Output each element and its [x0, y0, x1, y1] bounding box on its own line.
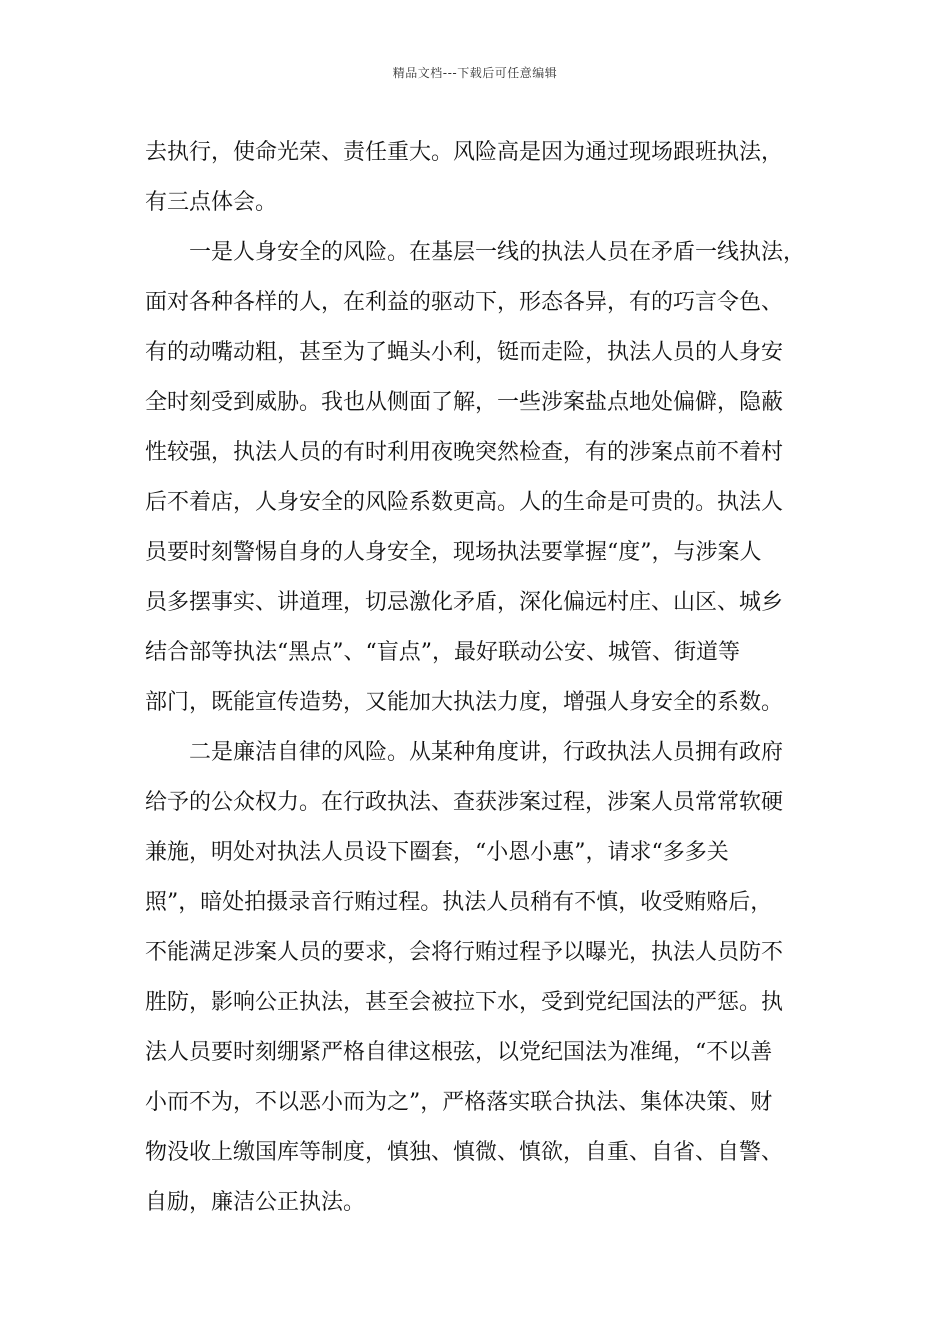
paragraph-start-line: 二是廉洁自律的风险。从某种角度讲，行政执法人员拥有政府 [189, 740, 784, 765]
text-line: 员要时刻警惕自身的人身安全，现场执法要掌握“度”，与涉案人 [145, 540, 762, 565]
text-line: 照”，暗处拍摄录音行贿过程。执法人员稍有不慎，收受贿赂后， [145, 890, 773, 915]
text-line: 性较强，执法人员的有时利用夜晚突然检查，有的涉案点前不着村 [145, 440, 784, 465]
text-line: 部门，既能宣传造势，又能加大执法力度，增强人身安全的系数。 [145, 690, 784, 715]
document-body [145, 128, 835, 1228]
text-line: 小而不为，不以恶小而为之”，严格落实联合执法、集体决策、财 [145, 1090, 773, 1115]
text-line: 不能满足涉案人员的要求，会将行贿过程予以曝光，执法人员防不 [145, 940, 784, 965]
text-line: 去执行，使命光荣、责任重大。风险高是因为通过现场跟班执法， [145, 140, 784, 165]
text-line: 胜防，影响公正执法，甚至会被拉下水，受到党纪国法的严惩。执 [145, 990, 784, 1015]
page-header: 精品文档---下载后可任意编辑 [392, 66, 558, 80]
text-line: 物没收上缴国库等制度，慎独、慎微、慎欲，自重、自省、自警、 [145, 1140, 784, 1165]
text-line: 有三点体会。 [145, 190, 278, 215]
text-line: 后不着店，人身安全的风险系数更高。人的生命是可贵的。执法人 [145, 490, 784, 515]
paragraph-start-line: 一是人身安全的风险。在基层一线的执法人员在矛盾一线执法， [189, 240, 806, 265]
text-line: 自励，廉洁公正执法。 [145, 1190, 366, 1215]
text-line: 员多摆事实、讲道理，切忌激化矛盾，深化偏远村庄、山区、城乡 [145, 590, 784, 615]
text-line: 全时刻受到威胁。我也从侧面了解，一些涉案盐点地处偏僻，隐蔽 [145, 390, 784, 415]
text-line: 兼施，明处对执法人员设下圈套，“小恩小惠”，请求“多多关 [145, 840, 729, 865]
text-line: 结合部等执法“黑点”、“盲点”，最好联动公安、城管、街道等 [145, 640, 740, 665]
text-line: 法人员要时刻绷紧严格自律这根弦，以党纪国法为准绳，“不以善 [145, 1040, 773, 1065]
text-line: 有的动嘴动粗，甚至为了蝇头小利，铤而走险，执法人员的人身安 [145, 340, 784, 365]
text-line: 给予的公众权力。在行政执法、查获涉案过程，涉案人员常常软硬 [145, 790, 784, 815]
text-line: 面对各种各样的人，在利益的驱动下，形态各异，有的巧言令色、 [145, 290, 784, 315]
